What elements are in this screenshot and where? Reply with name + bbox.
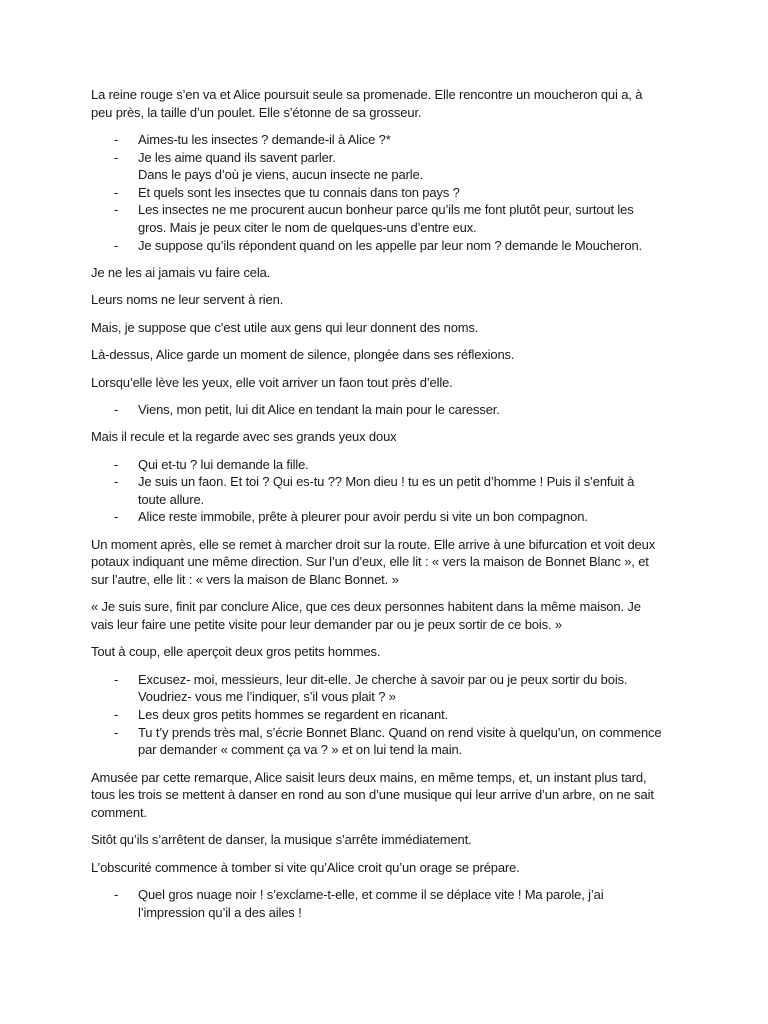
list-item-text: Excusez- moi, messieurs, leur dit-elle. Je cherche à savoir par ou je peux sortir du bois. Voudriez- vous me l’indiquer, s’il vous plait ? » — [138, 671, 628, 705]
list-item-text: Qui et-tu ? lui demande la fille. — [138, 456, 309, 472]
dash-bullet-icon: - — [114, 401, 119, 417]
list-item-text: Je suppose qu’ils répondent quand on les appelle par leur nom ? demande le Moucheron. — [138, 237, 642, 253]
dialogue-list — [91, 671, 663, 759]
dash-bullet-icon: - — [114, 509, 119, 525]
dash-bullet-icon: - — [114, 474, 119, 490]
paragraph: Lorsqu’elle lève les yeux, elle voit arriver un faon tout près d’elle. — [91, 374, 453, 390]
document-page — [91, 86, 663, 931]
list-item — [91, 724, 663, 759]
list-item-text: Les deux gros petits hommes se regardent en ricanant. — [138, 706, 449, 722]
dialogue-list — [91, 401, 663, 419]
paragraph: « Je suis sure, finit par conclure Alice, que ces deux personnes habitent dans la même maison. Je vais leur faire une petite visite pour leur demander par ou je peux sortir de ce bois. » — [91, 599, 641, 633]
list-item-text: Alice reste immobile, prête à pleurer pour avoir perdu si vite un bon compagnon. — [138, 509, 588, 525]
list-item — [91, 184, 663, 202]
list-item-text: Les insectes ne me procurent aucun bonheur parce qu’ils me font plutôt peur, surtout les gros. Mais je peux citer le nom de quelques-uns d’entre eux. — [138, 202, 634, 235]
list-item — [91, 237, 663, 255]
dialogue-list — [91, 131, 663, 254]
list-item — [91, 131, 663, 149]
list-item-text: Quel gros nuage noir ! s’exclame-t-elle, et comme il se déplace vite ! Ma parole, j’ai l’impression qu’il a des ailes ! — [138, 886, 604, 920]
dash-bullet-icon: - — [114, 671, 119, 687]
dash-bullet-icon: - — [114, 456, 119, 472]
paragraph: L’obscurité commence à tomber si vite qu’Alice croit qu’un orage se prépare. — [91, 859, 520, 875]
list-item-text: Aimes-tu les insectes ? demande-il à Alice ?* — [138, 131, 391, 147]
list-item-text: Tu t’y prends très mal, s’écrie Bonnet Blanc. Quand on rend visite à quelqu’un, on commence par demander « comment ça va ? » et on lui tend la main. — [138, 724, 662, 758]
list-item — [91, 401, 663, 419]
list-item-text: Je les aime quand ils savent parler. Dans le pays d’où je viens, aucun insecte ne parle. — [138, 149, 424, 183]
list-item — [91, 456, 663, 474]
list-item — [91, 508, 663, 526]
dash-bullet-icon: - — [114, 886, 119, 902]
list-item-text: Viens, mon petit, lui dit Alice en tendant la main pour le caresser. — [138, 401, 500, 417]
list-item — [91, 149, 663, 184]
paragraph: Un moment après, elle se remet à marcher droit sur la route. Elle arrive à une bifurcation et voit deux potaux indiquant une même direction. Sur l’un d’eux, elle lit : « vers la maison de Bonnet Blanc », et sur l’autre, elle lit : « vers la maison de Blanc Bonnet. » — [91, 536, 656, 588]
dialogue-list — [91, 456, 663, 526]
paragraph: Mais, je suppose que c’est utile aux gens qui leur donnent des noms. — [91, 319, 479, 335]
dash-bullet-icon: - — [114, 202, 119, 218]
dash-bullet-icon: - — [114, 237, 119, 253]
list-item — [91, 201, 663, 236]
list-item — [91, 706, 663, 724]
dash-bullet-icon: - — [114, 706, 119, 722]
list-item — [91, 886, 663, 921]
paragraph: Mais il recule et la regarde avec ses grands yeux doux — [91, 429, 397, 445]
paragraph: Je ne les ai jamais vu faire cela. — [91, 264, 271, 280]
paragraph: Sitôt qu’ils s’arrêtent de danser, la musique s’arrête immédiatement. — [91, 832, 472, 848]
paragraph: La reine rouge s’en va et Alice poursuit seule sa promenade. Elle rencontre un moucheron qui a, à peu près, la taille d’un poulet. Elle s’étonne de sa grosseur. — [91, 87, 643, 120]
list-item — [91, 473, 663, 508]
dash-bullet-icon: - — [114, 131, 119, 147]
dash-bullet-icon: - — [114, 149, 119, 165]
dialogue-list — [91, 886, 663, 921]
paragraph: Amusée par cette remarque, Alice saisit leurs deux mains, en même temps, et, un instant plus tard, tous les trois se mettent à danser en rond au son d’une musique qui leur arrive d’un arbre, on ne sait comment. — [91, 769, 654, 820]
paragraph: Là-dessus, Alice garde un moment de silence, plongée dans ses réflexions. — [91, 347, 515, 363]
paragraph: Tout à coup, elle aperçoit deux gros petits hommes. — [91, 644, 381, 660]
list-item-text: Je suis un faon. Et toi ? Qui es-tu ?? Mon dieu ! tu es un petit d’homme ! Puis il s’enfuit à toute allure. — [138, 474, 635, 507]
list-item-text: Et quels sont les insectes que tu connais dans ton pays ? — [138, 184, 460, 200]
list-item — [91, 671, 663, 706]
paragraph: Leurs noms ne leur servent à rien. — [91, 292, 284, 308]
dash-bullet-icon: - — [114, 724, 119, 740]
dash-bullet-icon: - — [114, 184, 119, 200]
